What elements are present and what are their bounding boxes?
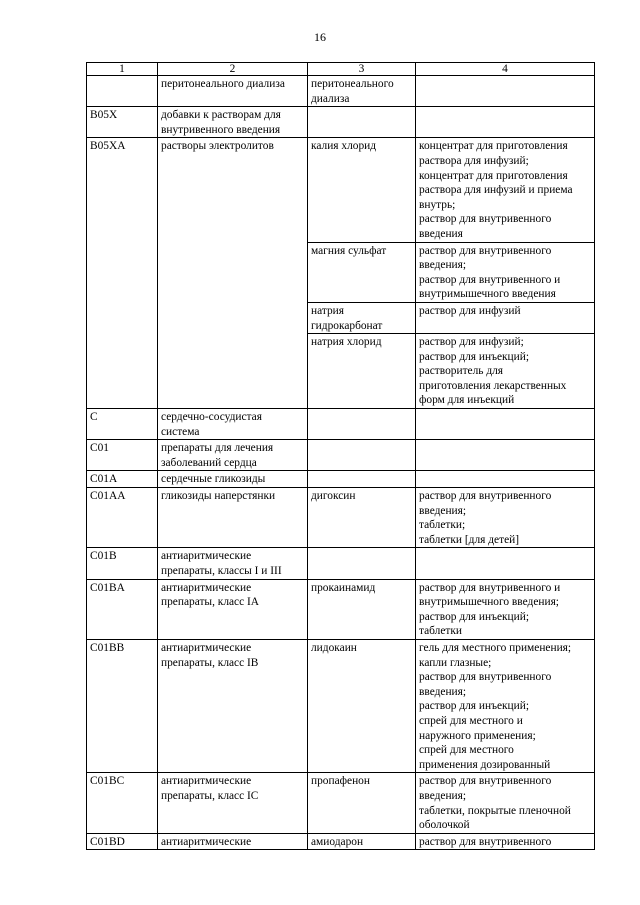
cell-text-line: диализа: [311, 92, 350, 105]
dosage-form-cell: [416, 302, 595, 333]
cell-text-line: растворы электролитов: [161, 140, 274, 153]
cell-text-line: введения: [419, 227, 463, 240]
cell-text-line: спрей для местного и: [419, 714, 523, 727]
dosage-form-cell: [416, 76, 595, 107]
table-row: [87, 488, 595, 548]
substance-cell: [308, 138, 416, 242]
cell-text-line: препараты, класс IB: [161, 656, 259, 669]
substance-cell: [308, 579, 416, 639]
cell-text-line: добавки к растворам для: [161, 109, 281, 122]
dosage-form-cell: [416, 773, 595, 833]
cell-text-line: концентрат для приготовления: [419, 169, 568, 182]
atc-code-cell: [87, 773, 158, 833]
cell-text-line: антиаритмические: [161, 835, 252, 848]
dosage-form-cell: [416, 107, 595, 138]
table-row: [87, 138, 595, 242]
atc-code-cell: [87, 107, 158, 138]
column-header-3: 3: [308, 63, 416, 76]
group-name-cell: [158, 833, 308, 850]
cell-text-line: C01A: [90, 473, 118, 486]
column-header-4: 4: [416, 63, 595, 76]
cell-text-line: перитонеального: [311, 78, 394, 90]
dosage-form-cell: [416, 833, 595, 850]
cell-text-line: раствор для внутривенного и: [419, 273, 561, 286]
table-row: [87, 639, 595, 772]
substance-cell: [308, 440, 416, 471]
atc-code-cell: [87, 639, 158, 772]
cell-text-line: препараты, класс IA: [161, 596, 260, 609]
substance-cell: [308, 488, 416, 548]
cell-text-line: применения дозированный: [419, 758, 551, 771]
group-name-cell: [158, 773, 308, 833]
atc-code-cell: [87, 409, 158, 440]
group-name-cell: [158, 409, 308, 440]
table-row: [87, 833, 595, 850]
atc-code-cell: [87, 471, 158, 488]
page-number: 16: [314, 30, 326, 44]
substance-cell: [308, 76, 416, 107]
cell-text-line: гель для местного применения;: [419, 641, 572, 654]
cell-text-line: дигоксин: [311, 490, 356, 503]
dosage-form-cell: [416, 334, 595, 409]
cell-text-line: C01BA: [90, 581, 125, 594]
cell-text-line: форм для инъекций: [419, 394, 515, 407]
atc-code-cell: [87, 548, 158, 579]
dosage-form-cell: [416, 639, 595, 772]
dosage-form-cell: [416, 409, 595, 440]
cell-text-line: C01BB: [90, 641, 125, 654]
cell-text-line: приготовления лекарственных: [419, 379, 567, 392]
cell-text-line: система: [161, 425, 200, 438]
cell-text-line: внутримышечного введения: [419, 288, 556, 301]
atc-code-cell: [87, 138, 158, 409]
group-name-cell: [158, 639, 308, 772]
cell-text-line: спрей для местного: [419, 744, 514, 757]
cell-text-line: препараты, класс IC: [161, 789, 259, 802]
cell-text-line: C01B: [90, 550, 117, 563]
cell-text-line: сердечно-сосудистая: [161, 411, 262, 424]
group-name-cell: [158, 76, 308, 107]
substance-cell: [308, 107, 416, 138]
substance-cell: [308, 242, 416, 302]
atc-code-cell: [87, 76, 158, 107]
cell-text-line: раствора для инфузий и приема: [419, 184, 573, 197]
cell-text-line: антиаритмические: [161, 641, 252, 654]
column-header-1: 1: [87, 63, 158, 76]
cell-text-line: введения;: [419, 685, 467, 698]
cell-text-line: антиаритмические: [161, 550, 252, 563]
cell-text-line: наружного применения;: [419, 729, 536, 742]
cell-text-line: введения;: [419, 259, 467, 272]
group-name-cell: [158, 548, 308, 579]
cell-text-line: антиаритмические: [161, 775, 252, 788]
cell-text-line: C01BD: [90, 835, 125, 848]
cell-text-line: B05X: [90, 109, 118, 122]
cell-text-line: капли глазные;: [419, 656, 492, 669]
dosage-form-cell: [416, 242, 595, 302]
column-header-2: 2: [158, 63, 308, 76]
dosage-form-cell: [416, 579, 595, 639]
cell-text-line: гликозиды наперстянки: [161, 490, 276, 503]
dosage-form-cell: [416, 548, 595, 579]
table-row: [87, 76, 595, 107]
cell-text-line: раствор для внутривенного: [419, 775, 552, 788]
cell-text-line: прокаинамид: [311, 581, 376, 594]
cell-text-line: таблетки: [419, 625, 463, 638]
cell-text-line: оболочкой: [419, 819, 470, 832]
substance-cell: [308, 302, 416, 333]
atc-code-cell: [87, 579, 158, 639]
group-name-cell: [158, 440, 308, 471]
cell-text-line: калия хлорид: [311, 140, 377, 153]
dosage-form-cell: [416, 138, 595, 242]
cell-text-line: лидокаин: [311, 641, 357, 654]
cell-text-line: таблетки;: [419, 519, 466, 532]
cell-text-line: внутрь;: [419, 198, 456, 211]
substance-cell: [308, 409, 416, 440]
substance-cell: [308, 639, 416, 772]
table-row: [87, 773, 595, 833]
cell-text-line: растворитель для: [419, 365, 504, 378]
cell-text-line: натрия хлорид: [311, 336, 382, 349]
dosage-form-cell: [416, 471, 595, 488]
table-row: [87, 548, 595, 579]
substance-cell: [308, 334, 416, 409]
cell-text-line: введения;: [419, 504, 467, 517]
table-row: [87, 579, 595, 639]
table-header-row: [87, 63, 595, 76]
cell-text-line: раствор для инфузий: [419, 304, 521, 317]
dosage-form-cell: [416, 440, 595, 471]
cell-text-line: внутримышечного введения;: [419, 596, 559, 609]
substance-cell: [308, 833, 416, 850]
cell-text-line: раствор для инъекций;: [419, 350, 530, 363]
cell-text-line: натрия: [311, 304, 345, 317]
table-row: [87, 471, 595, 488]
group-name-cell: [158, 471, 308, 488]
cell-text-line: C: [90, 411, 98, 424]
atc-code-cell: [87, 440, 158, 471]
cell-text-line: введения;: [419, 789, 467, 802]
table-row: [87, 409, 595, 440]
table-row: [87, 440, 595, 471]
cell-text-line: внутривенного введения: [161, 123, 281, 136]
cell-text-line: раствора для инфузий;: [419, 154, 529, 167]
drug-table: [86, 62, 595, 850]
cell-text-line: амиодарон: [311, 835, 364, 848]
group-name-cell: [158, 107, 308, 138]
dosage-form-cell: [416, 488, 595, 548]
cell-text-line: препараты, классы I и III: [161, 565, 282, 577]
atc-code-cell: [87, 833, 158, 850]
group-name-cell: [158, 138, 308, 409]
cell-text-line: сердечные гликозиды: [161, 473, 266, 486]
atc-code-cell: [87, 488, 158, 548]
cell-text-line: перитонеального диализа: [161, 78, 285, 90]
table-row: [87, 107, 595, 138]
cell-text-line: раствор для инъекций;: [419, 700, 530, 713]
group-name-cell: [158, 488, 308, 548]
cell-text-line: раствор для инфузий;: [419, 336, 524, 349]
substance-cell: [308, 548, 416, 579]
cell-text-line: гидрокарбонат: [311, 319, 383, 332]
cell-text-line: таблетки [для детей]: [419, 533, 520, 546]
cell-text-line: раствор для инъекций;: [419, 610, 530, 623]
group-name-cell: [158, 579, 308, 639]
cell-text-line: B05XA: [90, 140, 126, 153]
cell-text-line: пропафенон: [311, 775, 370, 788]
cell-text-line: препараты для лечения: [161, 442, 274, 455]
cell-text-line: таблетки, покрытые пленочной: [419, 804, 571, 817]
cell-text-line: раствор для внутривенного: [419, 490, 552, 503]
substance-cell: [308, 471, 416, 488]
cell-text-line: магния сульфат: [311, 244, 387, 257]
cell-text-line: раствор для внутривенного: [419, 835, 552, 848]
substance-cell: [308, 773, 416, 833]
cell-text-line: раствор для внутривенного и: [419, 581, 561, 594]
cell-text-line: C01: [90, 442, 109, 455]
cell-text-line: раствор для внутривенного: [419, 244, 552, 257]
cell-text-line: антиаритмические: [161, 581, 252, 594]
cell-text-line: раствор для внутривенного: [419, 671, 552, 684]
cell-text-line: раствор для внутривенного: [419, 213, 552, 226]
cell-text-line: заболеваний сердца: [161, 456, 257, 469]
cell-text-line: концентрат для приготовления: [419, 140, 568, 153]
cell-text-line: C01AA: [90, 490, 126, 503]
cell-text-line: C01BC: [90, 775, 125, 788]
